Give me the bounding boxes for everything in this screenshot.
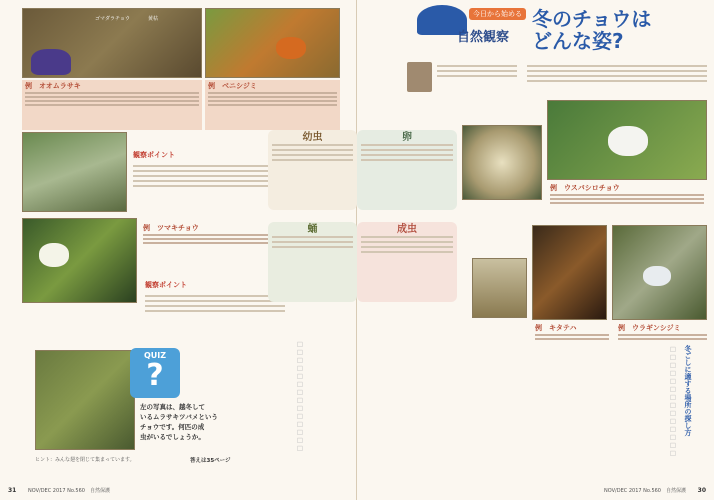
quiz-photo (35, 350, 135, 450)
photo-observation (22, 132, 127, 212)
butterfly-icon (643, 266, 671, 286)
label-gomadara: ゴマダラチョウ (95, 16, 130, 22)
photo-oomurasaki (22, 8, 202, 78)
caption-usubashiro: 例 ウスバシロチョウ (547, 182, 707, 218)
left-issue: NOV/DEC 2017 No.560 自然保護 (28, 488, 110, 494)
quiz-text: 左の写真は、越冬して いるムラサキツバメという チョウです。何匹の成 虫がいるでしょうか。 (140, 403, 218, 441)
photo-egg (462, 125, 542, 200)
photo-tsumakicho (22, 218, 137, 303)
caption-tsumakicho: 例 ツマキチョウ (140, 222, 290, 266)
stage-larva: 幼虫 (268, 130, 357, 210)
point-2-text (145, 292, 285, 315)
header-kicker: 今日から始める (469, 8, 526, 20)
photo-kitateha (532, 225, 607, 320)
butterfly-icon (39, 243, 69, 267)
point-1-text (133, 162, 283, 190)
header-series: 自然観察 (457, 30, 510, 45)
caption-benishijimi: 例 ベニシジミ (205, 80, 340, 130)
quiz-badge: QUIZ ? (130, 348, 180, 398)
label-kouko: 黄枯 (148, 16, 159, 22)
photo-uraginshijimi (612, 225, 707, 320)
stage-pupa: 蛹 (268, 222, 357, 302)
right-issue: NOV/DEC 2017 No.560 自然保護 (604, 488, 686, 494)
caption-oomurasaki: 例 オオムラサキ (22, 80, 202, 130)
butterfly-icon (276, 37, 306, 59)
photo-landscape (472, 258, 527, 318)
side-heading: 冬ごしに適する場所の探し方 (684, 345, 692, 436)
caption-uraginshijimi: 例 ウラギンシジミ (615, 322, 710, 358)
butterfly-icon (608, 126, 648, 156)
quiz-hint: ヒント：みんな翅を閉じて集まっています。 (35, 457, 135, 463)
author-info (437, 62, 517, 80)
stage-egg: 卵 (357, 130, 457, 210)
right-page-number: 30 (697, 487, 706, 494)
photo-usubashiro (547, 100, 707, 180)
left-body-text: □□□□□□□□□□□□□□ (296, 340, 304, 452)
point-2-title: 観察ポイント (145, 281, 187, 289)
author-photo (407, 62, 432, 92)
point-1-title: 観察ポイント (133, 151, 175, 159)
butterfly-icon (31, 49, 71, 75)
right-body-text: □□□□□□□□□□□□□□ (669, 345, 677, 457)
left-page-number: 31 (8, 487, 17, 494)
page-title: 冬のチョウは どんな姿? (532, 7, 652, 53)
lead-text (527, 62, 707, 85)
caption-kitateha: 例 キタテハ (532, 322, 612, 358)
question-mark-icon: ? (146, 358, 164, 393)
right-page (357, 0, 714, 500)
quiz-answer: 答えは35ページ (190, 458, 231, 464)
photo-benishijimi (205, 8, 340, 78)
stage-adult: 成虫 (357, 222, 457, 302)
